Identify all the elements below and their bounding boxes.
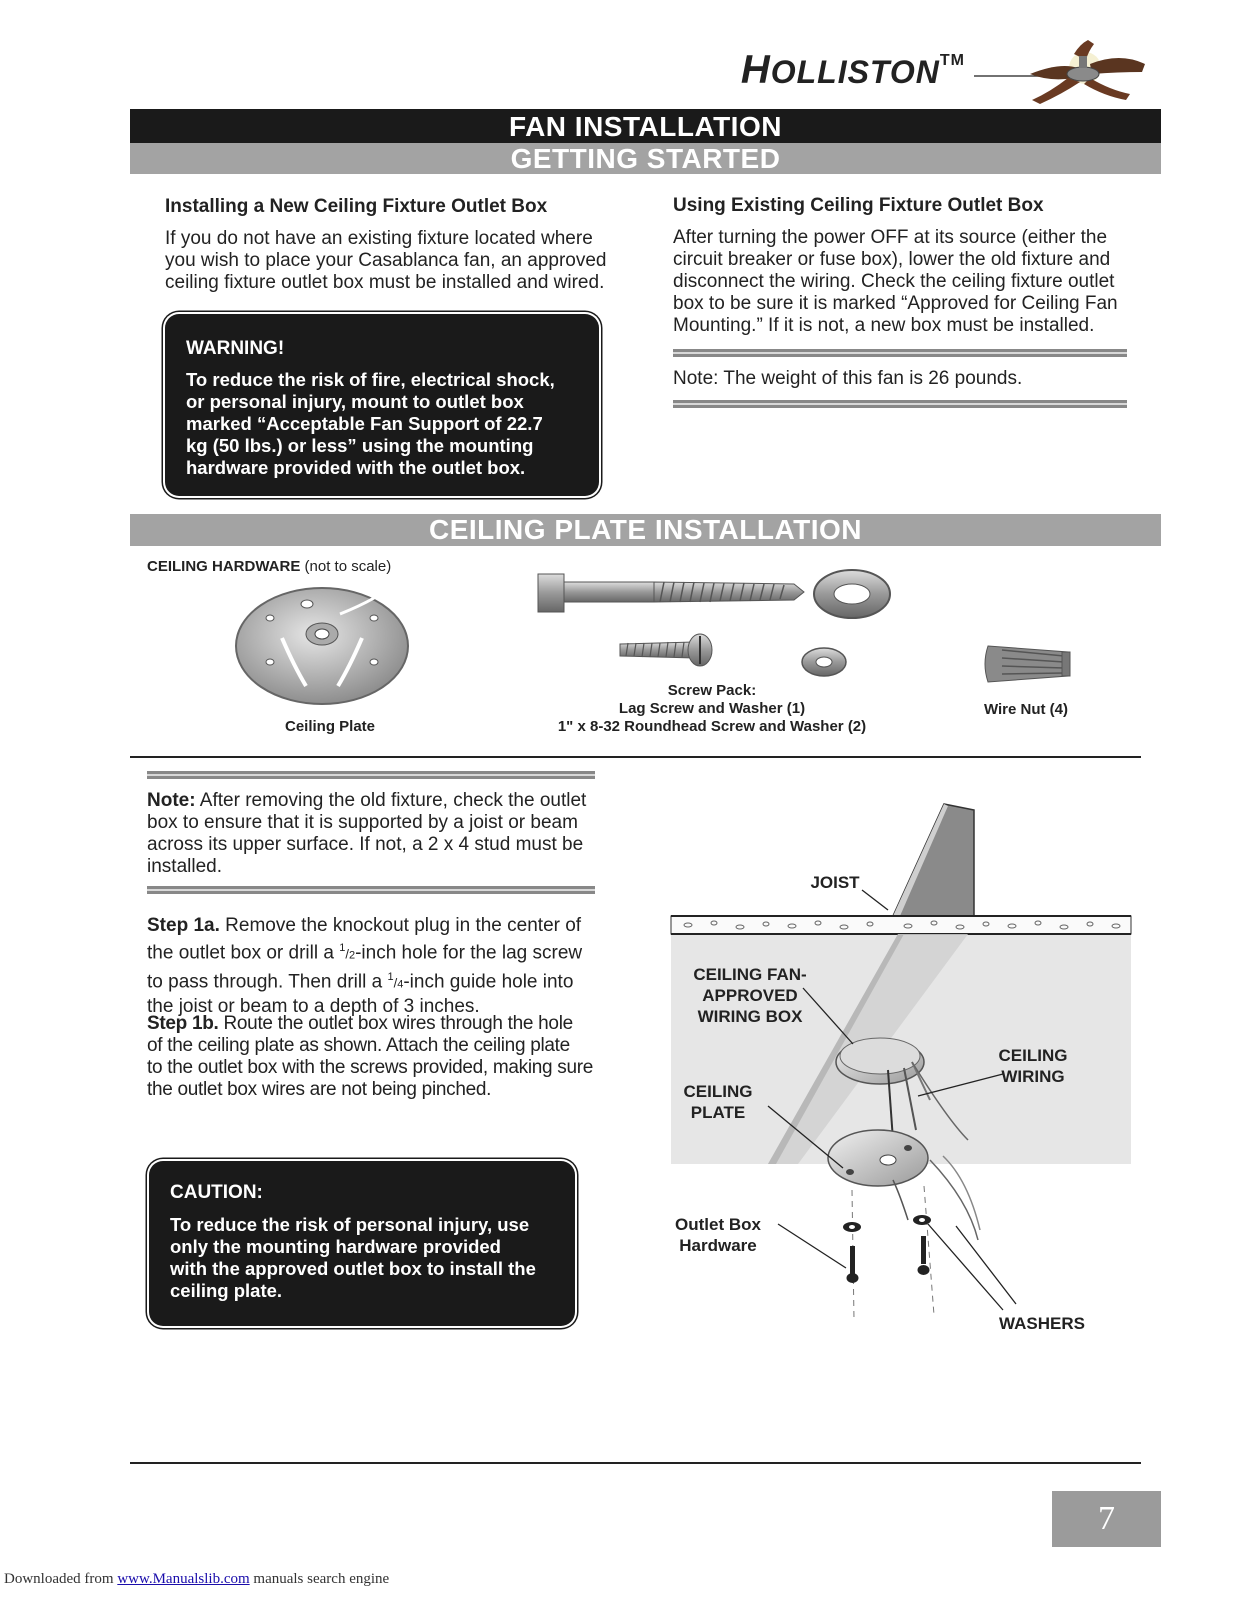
ceiling-plate-label: Ceiling Plate [284, 718, 376, 735]
label-joist: JOIST [810, 873, 860, 892]
section-subtitle-getting-started: GETTING STARTED [130, 143, 1161, 174]
step-1b: Step 1b. Route the outlet box wires through the hole of the ceiling plate as shown. Attach the ceiling plate to the outlet box with the screws provided, making sure the outlet box wires are not being pinched. [147, 1013, 594, 1100]
section-title-ceiling-plate: CEILING PLATE INSTALLATION [130, 514, 1161, 546]
step-1a: Step 1a. Remove the knockout plug in the center of the outlet box or drill a $^1$/2-inch hole for the lag screw to pass through. Then drill a $^1$/4-inch guide hole into the joist or beam to a depth of 3 inches. [147, 915, 583, 1017]
divider [147, 771, 595, 779]
screw-pack-label: Screw Pack: Lag Screw and Washer (1) 1" x 8-32 Roundhead Screw and Washer (2) [557, 682, 867, 735]
divider [130, 1462, 1141, 1464]
wire-nut-image [982, 636, 1074, 688]
caution-text: To reduce the risk of personal injury, use only the mounting hardware provided with the approved outlet box to install the ceiling plate. [170, 1214, 536, 1301]
label-outlet-box-hardware: Outlet Box Hardware [675, 1215, 761, 1255]
divider [673, 400, 1127, 408]
ceiling-fan-logo [970, 34, 1155, 106]
label-washers: WASHERS [999, 1314, 1085, 1333]
download-footer: Downloaded from www.Manualslib.com manuals search engine [4, 1571, 390, 1587]
warning-title: WARNING! [186, 338, 285, 359]
wire-nut-label: Wire Nut (4) [983, 701, 1069, 718]
brand-title: HOLLISTON™ [740, 48, 965, 92]
ceiling-plate-image [234, 586, 410, 706]
warning-text: To reduce the risk of fire, electrical shock, or personal injury, mount to outlet box marked “Acceptable Fan Support of 22.7 kg (50 lbs.) or less” using the mounting hardware provided with the outlet box. [186, 369, 555, 478]
manualslib-link[interactable]: www.Manualslib.com [117, 1571, 250, 1587]
divider [673, 349, 1127, 357]
label-ceiling-plate: CEILING PLATE [683, 1082, 753, 1122]
paragraph-new-outlet-box: If you do not have an existing fixture located where you wish to place your Casablanca fan, an approved ceiling fixture outlet box must be installed and wired. [165, 228, 607, 293]
divider [147, 886, 595, 894]
hardware-label: CEILING HARDWARE (not to scale) [147, 558, 392, 575]
heading-new-outlet-box: Installing a New Ceiling Fixture Outlet Box [165, 196, 548, 217]
divider [130, 756, 1141, 758]
caution-box [149, 1161, 575, 1326]
fan-weight-note: Note: The weight of this fan is 26 pounds. [673, 368, 1023, 389]
screw-pack-image [534, 568, 896, 686]
label-wiring-box: CEILING FAN- APPROVED WIRING BOX [693, 965, 807, 1026]
section-title-fan-installation: FAN INSTALLATION [130, 109, 1161, 144]
paragraph-existing-outlet-box: After turning the power OFF at its source (either the circuit breaker or fuse box), lower the old fixture and disconnect the wiring. Check the ceiling fixture outlet box to be sure it is marked “Approved for Ceiling Fan Mounting.” If it is not, a new box must be installed. [673, 227, 1118, 336]
label-ceiling-wiring: CEILING WIRING [998, 1046, 1068, 1086]
note-old-fixture: Note: After removing the old fixture, check the outlet box to ensure that it is supported by a joist or beam across its upper surface. If not, a 2 x 4 stud must be installed. [147, 790, 587, 877]
warning-box [165, 314, 599, 496]
heading-existing-outlet-box: Using Existing Ceiling Fixture Outlet Box [673, 195, 1044, 216]
page-number: 7 [1052, 1491, 1161, 1547]
caution-title: CAUTION: [170, 1182, 263, 1203]
